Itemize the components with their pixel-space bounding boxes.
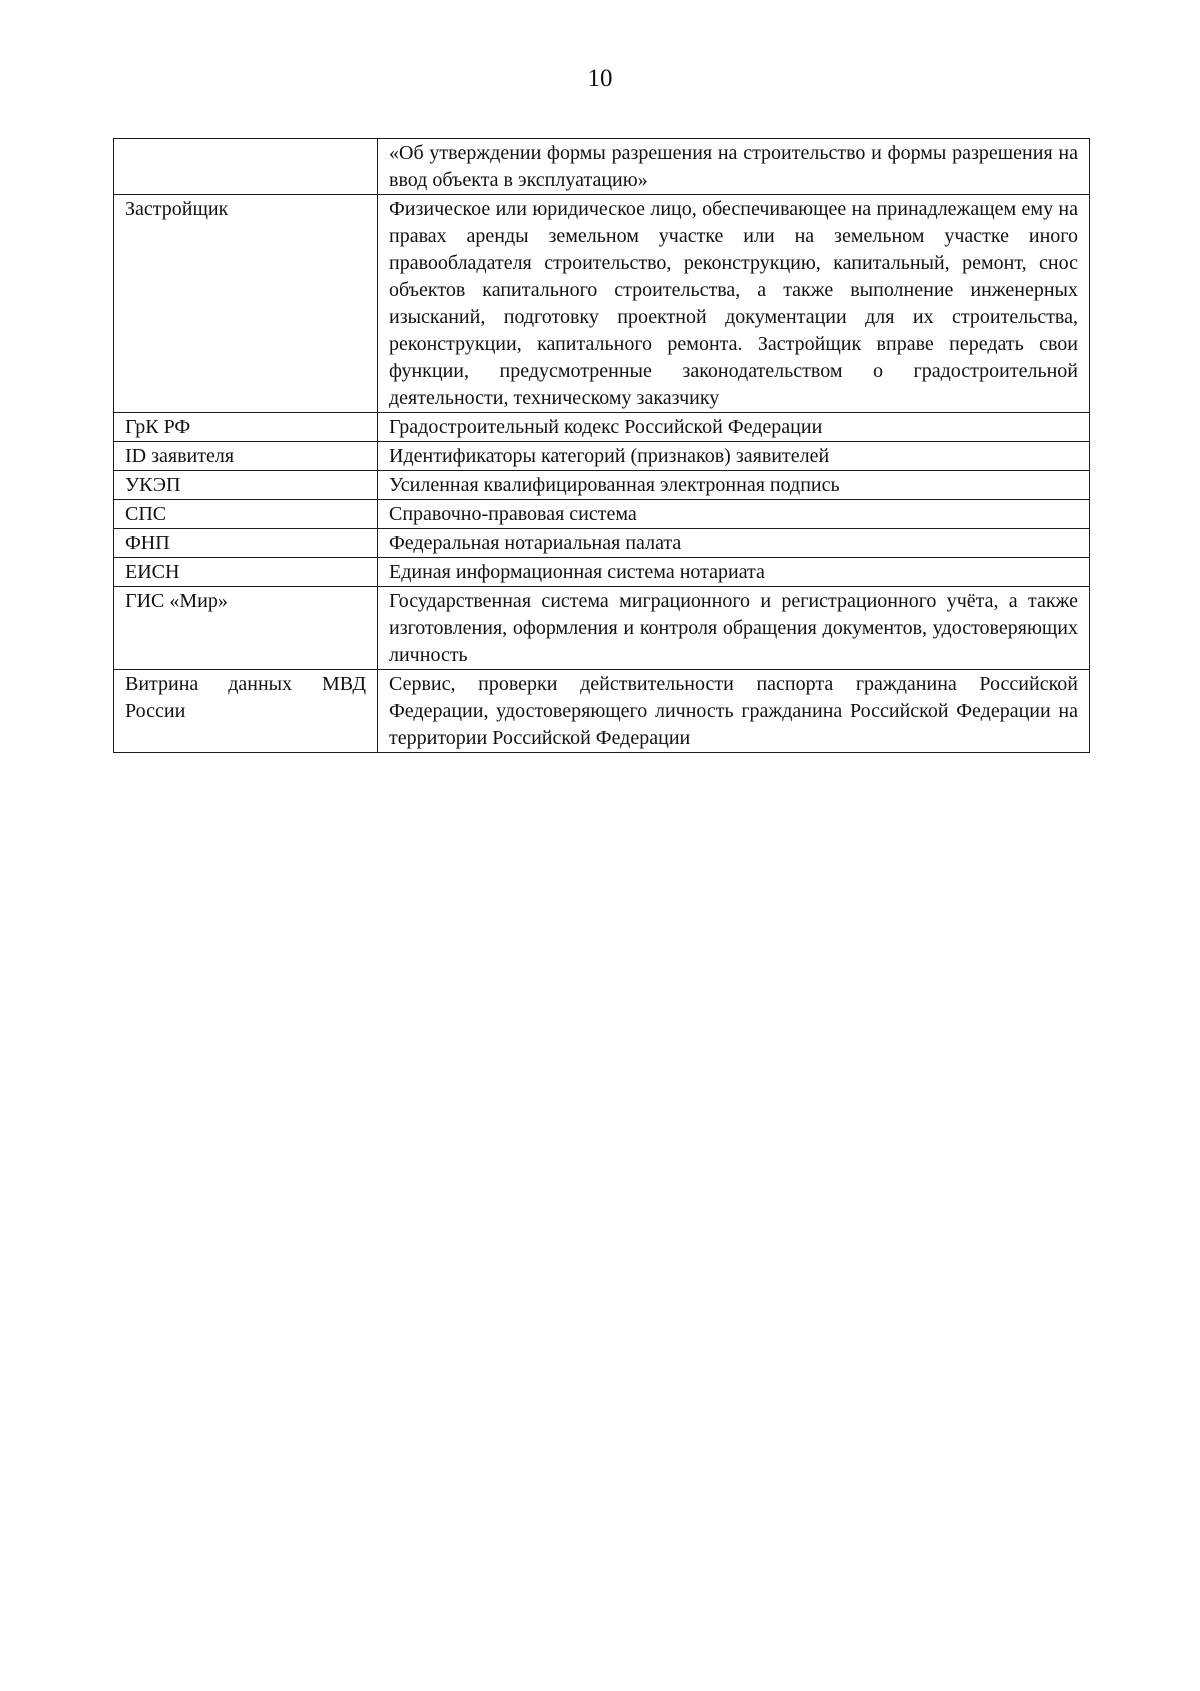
page-number: 10	[587, 65, 613, 92]
table-row	[114, 500, 1090, 529]
table-row	[114, 587, 1090, 670]
term-cell: ФНП	[114, 529, 378, 558]
definition-cell: «Об утверждении формы разрешения на строительство и формы разрешения на ввод объекта в эксплуатацию»	[378, 139, 1090, 195]
definition-cell: Физическое или юридическое лицо, обеспечивающее на принадлежащем ему на правах аренды земельном участке или на земельном участке иного правообладателя строительство, реконструкцию, капитальный, ремонт, снос объектов капитального строительства, а также выполнение инженерных изысканий, подготовку проектной документации для их строительства, реконструкции, капитального ремонта. Застройщик вправе передать свои функции, предусмотренные законодательством о градостроительной деятельности, техническому заказчику	[378, 195, 1090, 413]
definition-cell: Федеральная нотариальная палата	[378, 529, 1090, 558]
term-cell: Витрина данных МВД России	[114, 670, 378, 753]
table-row	[114, 442, 1090, 471]
table-row	[114, 670, 1090, 753]
table-row	[114, 195, 1090, 413]
definition-cell: Сервис, проверки действительности паспорта гражданина Российской Федерации, удостоверяющего личность гражданина Российской Федерации на территории Российской Федерации	[378, 670, 1090, 753]
term-cell: Застройщик	[114, 195, 378, 413]
definition-cell: Государственная система миграционного и регистрационного учёта, а также изготовления, оформления и контроля обращения документов, удостоверяющих личность	[378, 587, 1090, 670]
table-row	[114, 558, 1090, 587]
term-cell: УКЭП	[114, 471, 378, 500]
definition-cell: Усиленная квалифицированная электронная подпись	[378, 471, 1090, 500]
table-row	[114, 413, 1090, 442]
term-cell: ГрК РФ	[114, 413, 378, 442]
table-row	[114, 139, 1090, 195]
definition-cell: Единая информационная система нотариата	[378, 558, 1090, 587]
abbreviations-table	[113, 138, 1090, 753]
term-cell: ГИС «Мир»	[114, 587, 378, 670]
term-cell: СПС	[114, 500, 378, 529]
definition-cell: Идентификаторы категорий (признаков) заявителей	[378, 442, 1090, 471]
term-cell: ID заявителя	[114, 442, 378, 471]
table-row	[114, 471, 1090, 500]
term-cell	[114, 139, 378, 195]
term-cell: ЕИСН	[114, 558, 378, 587]
definition-cell: Градостроительный кодекс Российской Федерации	[378, 413, 1090, 442]
definition-cell: Справочно-правовая система	[378, 500, 1090, 529]
table-row	[114, 529, 1090, 558]
